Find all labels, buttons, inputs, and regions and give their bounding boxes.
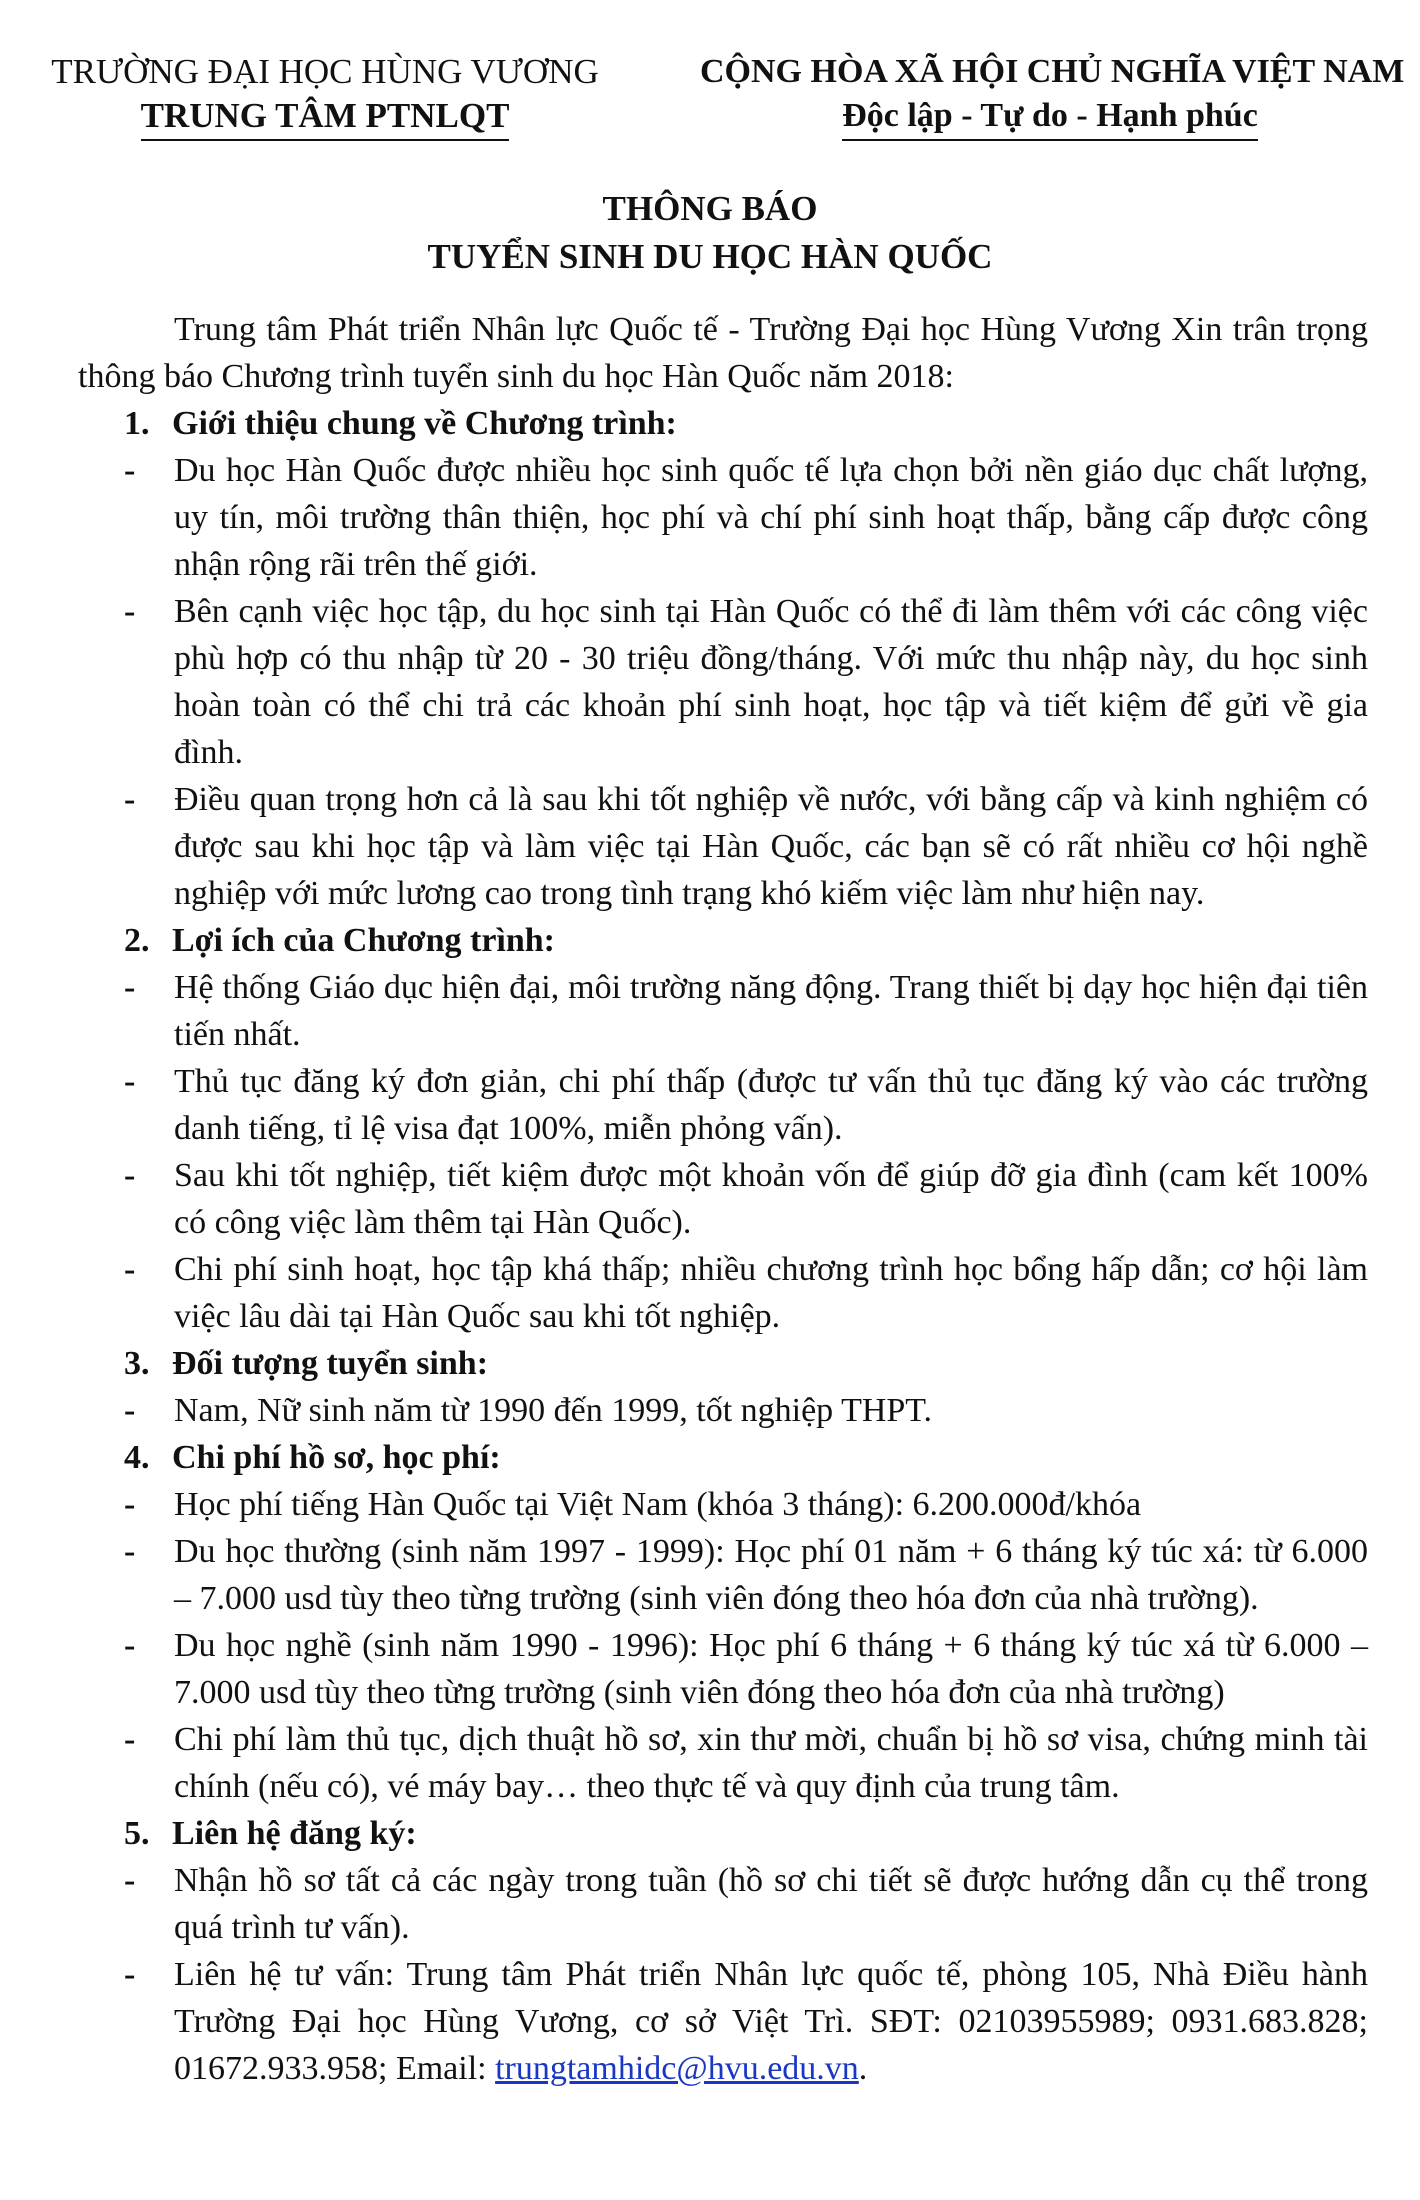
bullet-dash: - [124, 1956, 136, 1993]
list-item-text: Điều quan trọng hơn cả là sau khi tốt nghiệp về nước, với bằng cấp và kinh nghiệm có được sau khi học tập và làm việc tại Hàn Quốc, các bạn sẽ có rất nhiều cơ hội nghề nghiệp với mức lương cao trong tình trạng khó kiếm việc làm như hiện nay. [174, 781, 1368, 912]
country-name: CỘNG HÒA XÃ HỘI CHỦ NGHĨA VIỆT NAM [700, 53, 1405, 90]
section-heading-5 [78, 1810, 1368, 1857]
section-number: 4. [124, 1439, 150, 1476]
list-item [78, 1528, 1368, 1622]
bullet-dash: - [124, 1533, 136, 1570]
section-number: 1. [124, 405, 150, 442]
list-item-text: Du học Hàn Quốc được nhiều học sinh quốc tế lựa chọn bởi nền giáo dục chất lượng, uy tín, môi trường thân thiện, học phí và chí phí sinh hoạt thấp, bằng cấp được công nhận rộng rãi trên thế giới. [174, 452, 1368, 583]
list-item [78, 588, 1368, 776]
bullet-dash: - [124, 1627, 136, 1664]
bullet-dash: - [124, 969, 136, 1006]
section-heading-4 [78, 1434, 1368, 1481]
document-title [0, 185, 1420, 281]
list-item-text: Thủ tục đăng ký đơn giản, chi phí thấp (được tư vấn thủ tục đăng ký vào các trường danh tiếng, tỉ lệ visa đạt 100%, miễn phỏng vấn). [174, 1063, 1368, 1147]
center-name: TRUNG TÂM PTNLQT [141, 94, 510, 141]
title-line-1: THÔNG BÁO [602, 189, 818, 228]
motto: Độc lập - Tự do - Hạnh phúc [842, 94, 1258, 141]
section-number: 3. [124, 1345, 150, 1382]
list-item-text: Hệ thống Giáo dục hiện đại, môi trường năng động. Trang thiết bị dạy học hiện đại tiên tiến nhất. [174, 969, 1368, 1053]
national-motto-block [700, 50, 1405, 141]
email-link[interactable]: trungtamhidc@hvu.edu.vn [495, 2050, 859, 2087]
list-item [78, 1481, 1368, 1528]
list-item [78, 1622, 1368, 1716]
university-name: TRƯỜNG ĐẠI HỌC HÙNG VƯƠNG [51, 52, 599, 91]
intro-paragraph: Trung tâm Phát triển Nhân lực Quốc tế - Trường Đại học Hùng Vương Xin trân trọng thông báo Chương trình tuyển sinh du học Hàn Quốc năm 2018: [78, 311, 1368, 395]
list-item [78, 447, 1368, 588]
list-item [78, 1058, 1368, 1152]
issuer-block [40, 50, 610, 141]
bullet-dash: - [124, 1392, 136, 1429]
bullet-dash: - [124, 1721, 136, 1758]
sections-container [78, 400, 1368, 1951]
list-item [78, 776, 1368, 917]
list-item-text: Bên cạnh việc học tập, du học sinh tại Hàn Quốc có thể đi làm thêm với các công việc phù hợp có thu nhập từ 20 - 30 triệu đồng/tháng. Với mức thu nhập này, du học sinh hoàn toàn có thể chi trả các khoản phí sinh hoạt, học tập và tiết kiệm để gửi về gia đình. [174, 593, 1368, 771]
section-heading-text: Chi phí hồ sơ, học phí: [172, 1439, 501, 1476]
document-header [0, 50, 1420, 150]
bullet-dash: - [124, 1486, 136, 1523]
contact-text: Liên hệ tư vấn: Trung tâm Phát triển Nhân lực quốc tế, phòng 105, Nhà Điều hành Trường Đại học Hùng Vương, cơ sở Việt Trì. SĐT: 02103955989; 0931.683.828; 01672.933.958; Email: [174, 1956, 1368, 2087]
contact-end: . [858, 2050, 868, 2087]
document-body [78, 306, 1368, 2092]
bullet-dash: - [124, 781, 136, 818]
section-heading-text: Lợi ích của Chương trình: [172, 922, 555, 959]
list-item [78, 1387, 1368, 1434]
list-item-text: Sau khi tốt nghiệp, tiết kiệm được một khoản vốn để giúp đỡ gia đình (cam kết 100% có công việc làm thêm tại Hàn Quốc). [174, 1157, 1368, 1241]
title-line-2: TUYỂN SINH DU HỌC HÀN QUỐC [427, 237, 993, 276]
list-item-text: Du học thường (sinh năm 1997 - 1999): Học phí 01 năm + 6 tháng ký túc xá: từ 6.000 – 7.000 usd tùy theo từng trường (sinh viên đóng theo hóa đơn của nhà trường). [174, 1533, 1368, 1617]
bullet-dash: - [124, 1157, 136, 1194]
bullet-dash: - [124, 1862, 136, 1899]
list-item [78, 1246, 1368, 1340]
list-item-text: Chi phí làm thủ tục, dịch thuật hồ sơ, xin thư mời, chuẩn bị hồ sơ visa, chứng minh tài chính (nếu có), vé máy bay… theo thực tế và quy định của trung tâm. [174, 1721, 1368, 1805]
list-item-text: Học phí tiếng Hàn Quốc tại Việt Nam (khóa 3 tháng): 6.200.000đ/khóa [174, 1486, 1142, 1523]
bullet-dash: - [124, 593, 136, 630]
section-heading-3 [78, 1340, 1368, 1387]
list-item-text: Nhận hồ sơ tất cả các ngày trong tuần (hồ sơ chi tiết sẽ được hướng dẫn cụ thể trong quá trình tư vấn). [174, 1862, 1368, 1946]
list-item-contact [78, 1951, 1368, 2092]
list-item [78, 1716, 1368, 1810]
section-heading-1 [78, 400, 1368, 447]
list-item [78, 964, 1368, 1058]
list-item-text: Du học nghề (sinh năm 1990 - 1996): Học phí 6 tháng + 6 tháng ký túc xá từ 6.000 – 7.000 usd tùy theo từng trường (sinh viên đóng theo hóa đơn của nhà trường) [174, 1627, 1368, 1711]
list-item-text: Nam, Nữ sinh năm từ 1990 đến 1999, tốt nghiệp THPT. [174, 1392, 933, 1429]
section-heading-text: Liên hệ đăng ký: [172, 1815, 417, 1852]
list-item-text: Chi phí sinh hoạt, học tập khá thấp; nhiều chương trình học bổng hấp dẫn; cơ hội làm việc lâu dài tại Hàn Quốc sau khi tốt nghiệp. [174, 1251, 1368, 1335]
list-item [78, 1152, 1368, 1246]
bullet-dash: - [124, 1251, 136, 1288]
section-number: 2. [124, 922, 150, 959]
section-heading-text: Giới thiệu chung về Chương trình: [172, 405, 677, 442]
bullet-dash: - [124, 1063, 136, 1100]
list-item [78, 1857, 1368, 1951]
bullet-dash: - [124, 452, 136, 489]
section-number: 5. [124, 1815, 150, 1852]
section-heading-text: Đối tượng tuyển sinh: [172, 1345, 489, 1382]
section-heading-2 [78, 917, 1368, 964]
